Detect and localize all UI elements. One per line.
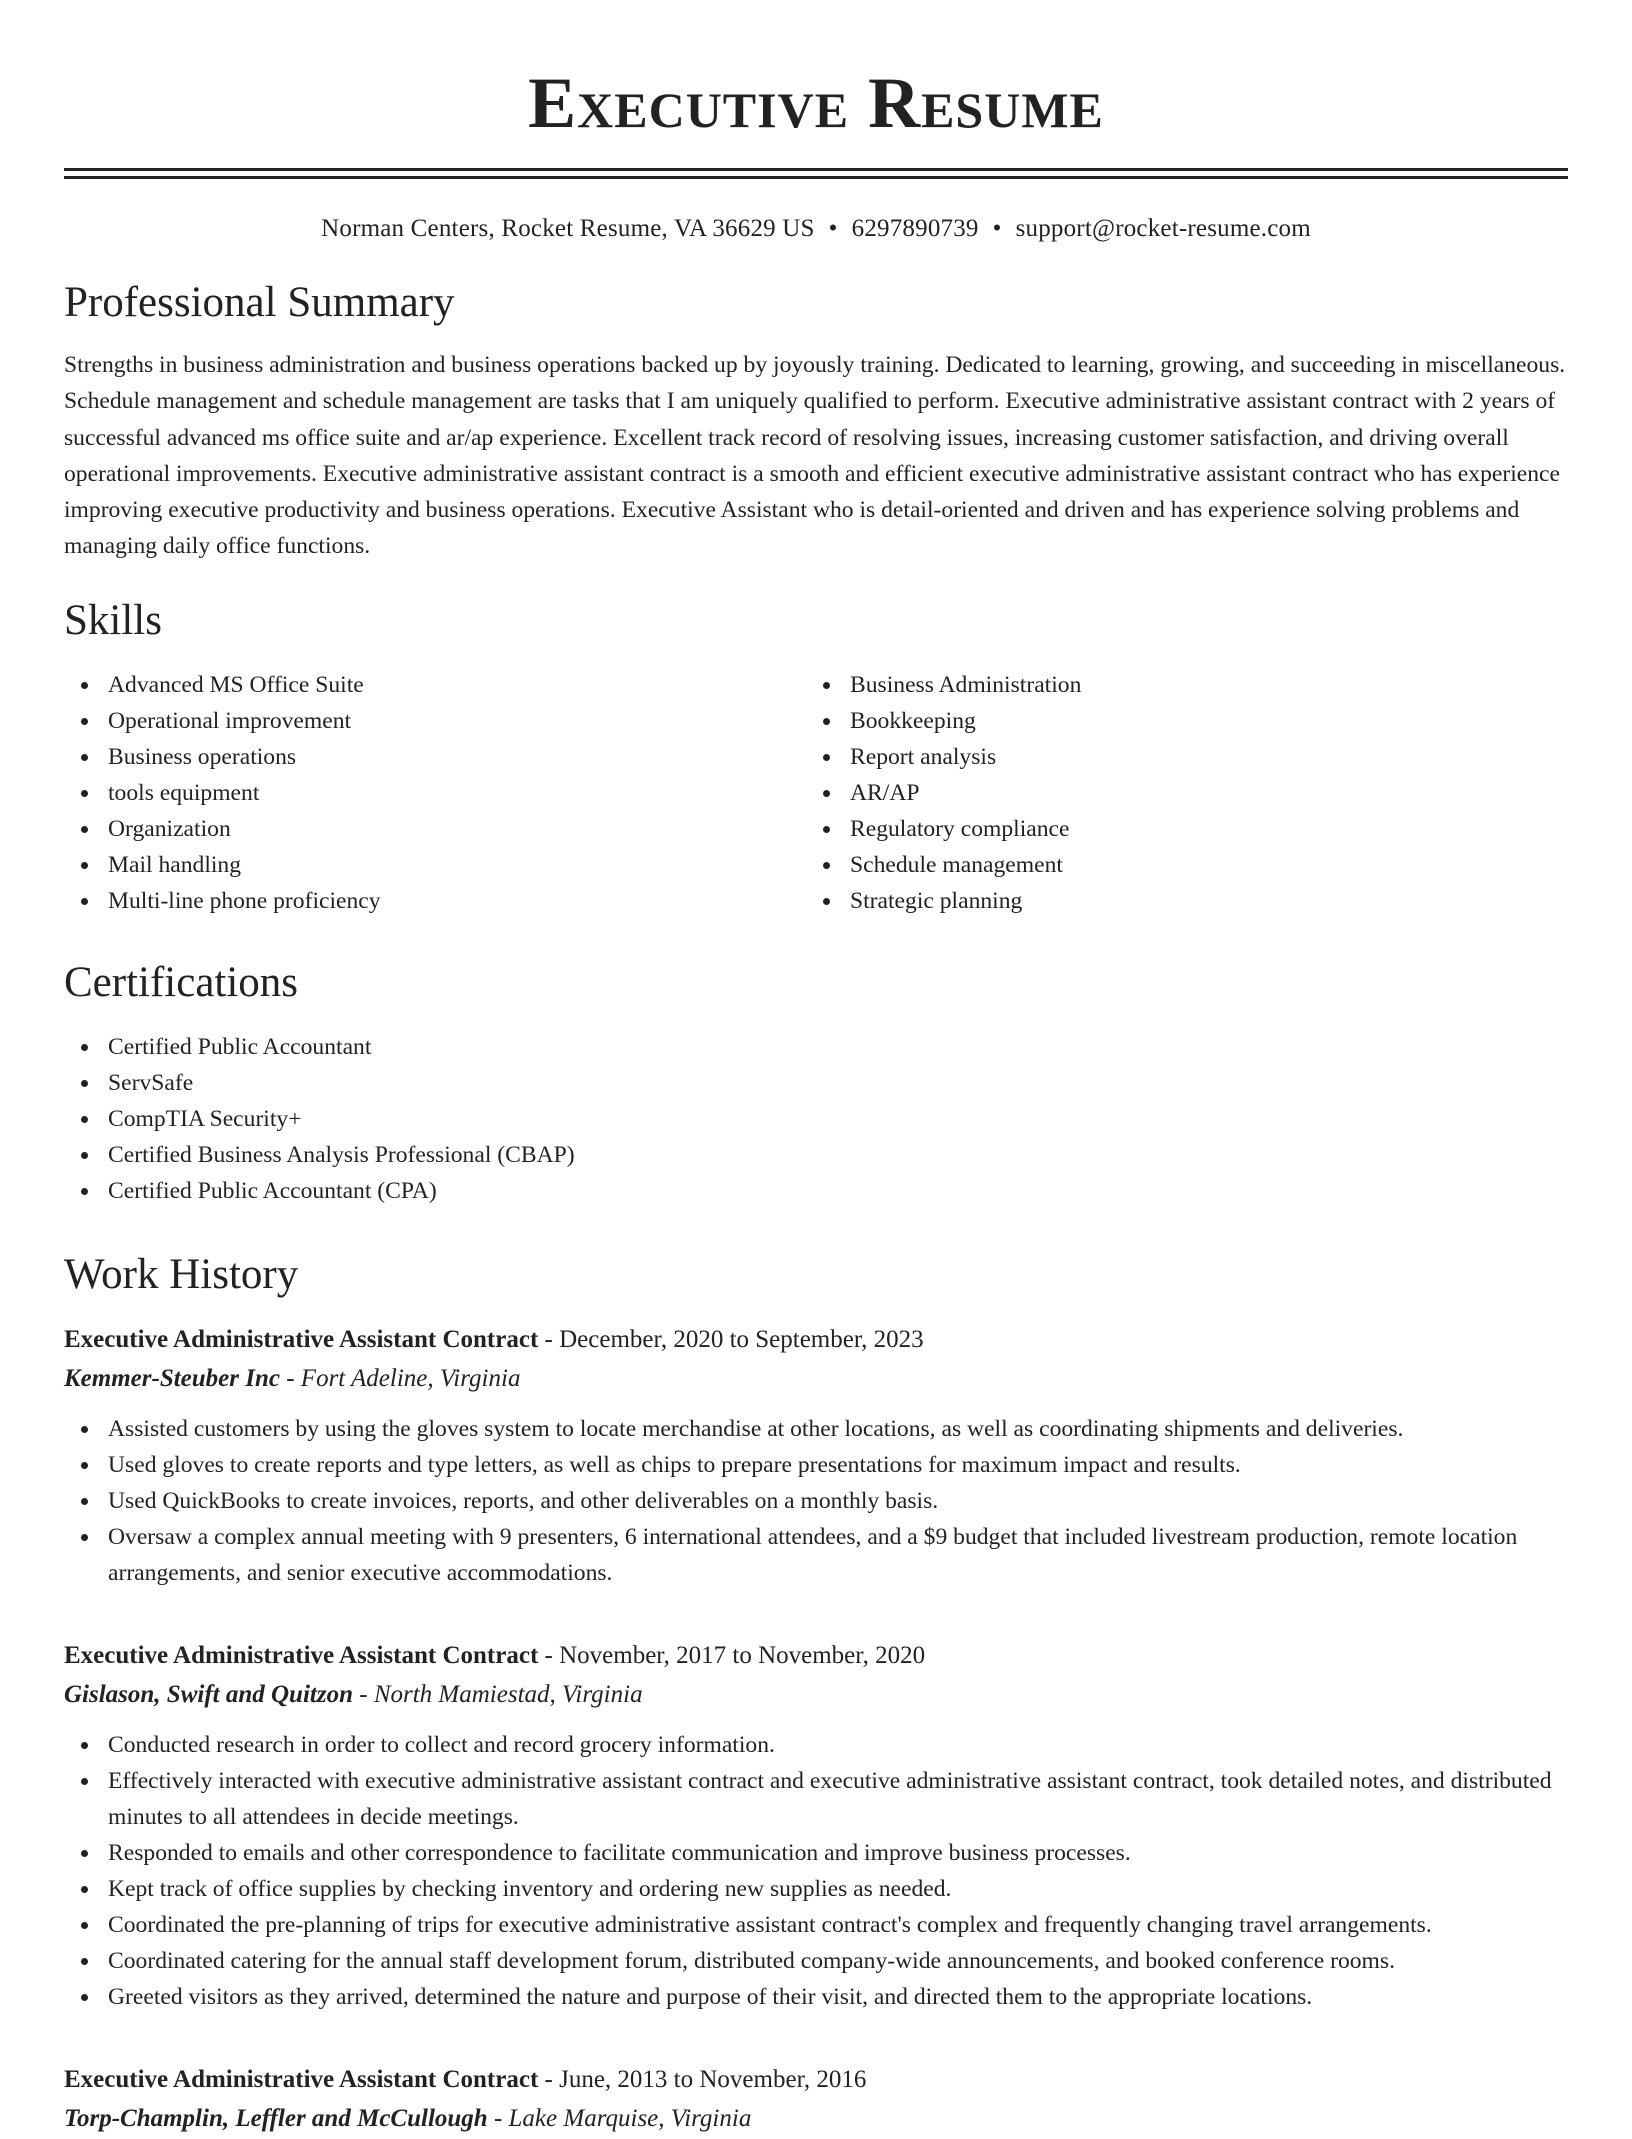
job-entry — [64, 1637, 1568, 2015]
skills-list-left — [64, 667, 806, 919]
job-location: - Fort Adeline, Virginia — [286, 1364, 521, 1392]
skill-item: AR/AP — [850, 775, 1548, 811]
job-company: Gislason, Swift and Quitzon — [64, 1680, 353, 1708]
job-bullet: Used gloves to create reports and type letters, as well as chips to prepare presentations for maximum impact and results. — [108, 1447, 1568, 1483]
certifications-list — [64, 1029, 1568, 1209]
certification-item: ServSafe — [108, 1065, 1568, 1101]
job-title-line — [64, 2061, 1568, 2099]
job-dates: - December, 2020 to September, 2023 — [544, 1325, 924, 1353]
job-bullet: Conducted research in order to collect and record grocery information. — [108, 1727, 1568, 1763]
summary-heading: Professional Summary — [64, 279, 455, 326]
job-bullet: Coordinated catering for the annual staff development forum, distributed company-wide announcements, and booked conference rooms. — [108, 1943, 1568, 1979]
certification-item: Certified Public Accountant — [108, 1029, 1568, 1065]
work-history-heading: Work History — [64, 1250, 299, 1298]
job-bullets — [64, 1411, 1568, 1591]
job-company: Kemmer-Steuber Inc — [64, 1364, 280, 1392]
job-dates: - November, 2017 to November, 2020 — [544, 1641, 926, 1669]
contact-separator: • — [828, 215, 838, 242]
contact-phone: 6297890739 — [851, 215, 979, 242]
certifications-heading: Certifications — [64, 958, 299, 1006]
job-bullet: Coordinated the pre-planning of trips for executive administrative assistant contract's complex and frequently changing travel arrangements. — [108, 1907, 1568, 1943]
skills-list-right — [806, 667, 1548, 919]
certification-item: Certified Public Accountant (CPA) — [108, 1173, 1568, 1209]
skill-item: Report analysis — [850, 739, 1548, 775]
resume-title: Executive Resume — [528, 63, 1104, 143]
skill-item: Schedule management — [850, 847, 1548, 883]
skill-item: Bookkeeping — [850, 703, 1548, 739]
skill-item: Business operations — [108, 739, 806, 775]
skill-item: Mail handling — [108, 847, 806, 883]
skill-item: Organization — [108, 811, 806, 847]
job-bullets — [64, 1727, 1568, 2015]
job-title: Executive Administrative Assistant Contract — [64, 1325, 539, 1353]
contact-separator: • — [992, 215, 1002, 242]
skills-column-right — [806, 667, 1548, 919]
job-company-line — [64, 2099, 1568, 2139]
summary-text: Strengths in business administration and business operations backed up by joyously training. Dedicated to learning, growing, and succeeding in miscellaneous. Schedule management and schedule management are tasks that I am uniquely qualified to perform. Executive administrative assistant contract with 2 years of successful advanced ms office suite and ar/ap experience. Excellent track record of resolving issues, increasing customer satisfaction, and driving overall operational improvements. Executive administrative assistant contract is a smooth and efficient executive administrative assistant contract who has experience improving executive productivity and business operations. Executive Assistant who is detail-oriented and driven and has experience solving problems and managing daily office functions. — [64, 352, 1566, 560]
job-company-line — [64, 1675, 1568, 1715]
skills-heading: Skills — [64, 596, 162, 644]
job-location: - Lake Marquise, Virginia — [493, 2104, 752, 2132]
job-bullet: Assisted customers by using the gloves system to locate merchandise at other locations, as well as coordinating shipments and deliveries. — [108, 1411, 1568, 1447]
certification-item: Certified Business Analysis Professional (CBAP) — [108, 1137, 1568, 1173]
skills-column-left — [64, 667, 806, 919]
contact-email: support@rocket-resume.com — [1015, 215, 1311, 242]
title-divider-top — [64, 168, 1568, 171]
job-title: Executive Administrative Assistant Contract — [64, 2065, 539, 2093]
certification-item: CompTIA Security+ — [108, 1101, 1568, 1137]
skill-item: tools equipment — [108, 775, 806, 811]
job-bullet: Effectively interacted with executive administrative assistant contract and executive administrative assistant contract, took detailed notes, and distributed minutes to all attendees in decide meetings. — [108, 1763, 1568, 1835]
skill-item: Multi-line phone proficiency — [108, 883, 806, 919]
resume-page — [64, 0, 1568, 2139]
job-title: Executive Administrative Assistant Contract — [64, 1641, 539, 1669]
skill-item: Strategic planning — [850, 883, 1548, 919]
skill-item: Regulatory compliance — [850, 811, 1548, 847]
title-divider-bottom — [64, 176, 1568, 179]
contact-address: Norman Centers, Rocket Resume, VA 36629 US — [321, 215, 815, 242]
job-location: - North Mamiestad, Virginia — [359, 1680, 643, 1708]
skills-columns — [64, 667, 1568, 919]
contact-line — [64, 213, 1568, 245]
job-bullet: Kept track of office supplies by checking inventory and ordering new supplies as needed. — [108, 1871, 1568, 1907]
job-bullet: Used QuickBooks to create invoices, reports, and other deliverables on a monthly basis. — [108, 1483, 1568, 1519]
job-bullet: Oversaw a complex annual meeting with 9 presenters, 6 international attendees, and a $9 budget that included livestream production, remote location arrangements, and senior executive accommodations. — [108, 1519, 1568, 1591]
job-bullet: Greeted visitors as they arrived, determined the nature and purpose of their visit, and directed them to the appropriate locations. — [108, 1979, 1568, 2015]
job-company-line — [64, 1359, 1568, 1399]
job-company: Torp-Champlin, Leffler and McCullough — [64, 2104, 488, 2132]
job-title-line — [64, 1321, 1568, 1359]
job-entry — [64, 2061, 1568, 2139]
job-dates: - June, 2013 to November, 2016 — [544, 2065, 867, 2093]
skill-item: Operational improvement — [108, 703, 806, 739]
skill-item: Business Administration — [850, 667, 1548, 703]
skill-item: Advanced MS Office Suite — [108, 667, 806, 703]
job-entry — [64, 1321, 1568, 1591]
job-bullet: Responded to emails and other correspondence to facilitate communication and improve business processes. — [108, 1835, 1568, 1871]
job-title-line — [64, 1637, 1568, 1675]
